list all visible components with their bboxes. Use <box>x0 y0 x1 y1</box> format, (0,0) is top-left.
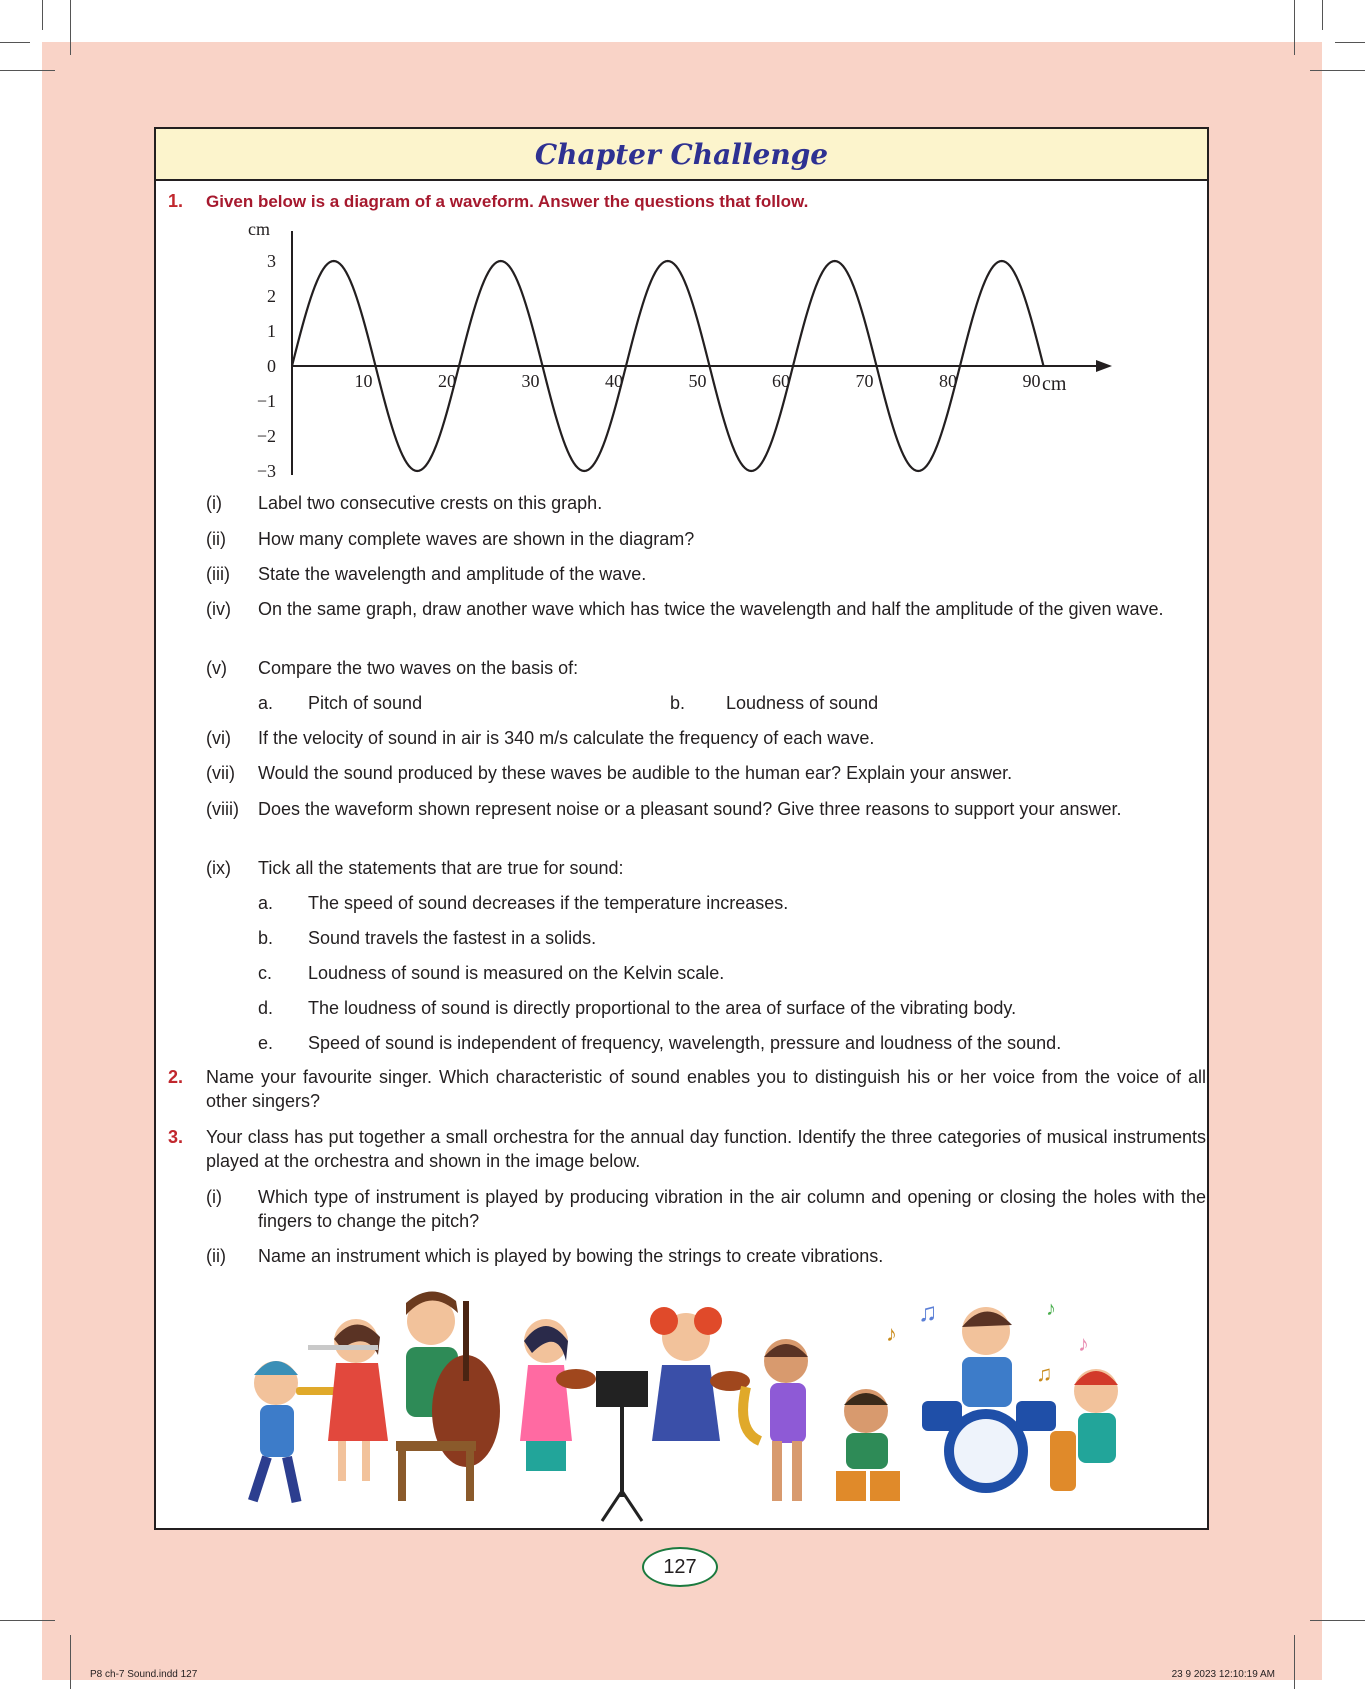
crop-mark <box>70 1635 71 1689</box>
child-violin-2 <box>650 1307 750 1441</box>
svg-text:♫: ♫ <box>918 1298 938 1327</box>
crop-mark <box>42 0 43 30</box>
crop-mark <box>1310 70 1365 71</box>
title-bar <box>156 129 1207 181</box>
y-tick-label: −1 <box>256 391 276 411</box>
questions: 1. Given below is a diagram of a waveform. Answer the questions that follow. cm 3 2 1 0 −1 −2 −3 10 20 30 40 50 60 70 80 90 cm (i) Label two consecutive crests on this graph. (ii) How many complete waves are shown in the diagram? (iii) State the wavelength and amplitude of the wave. (iv) On the same graph, draw another wave which has twice the wavelength and half the amplitude of the given wave. (v) Compare the two waves on the basis of: a. Pitch of sound b. Loudness of sound (vi) If the velocity of sound in air is 340 m/s calculate the frequency of each wave. (vii) Would the sound produced by these waves be audible to the human ear? Explain your answer. (viii) Does the waveform shown represent noise or a pleasant sound? Give three reasons to support your answer. (ix) Tick all the statements that are true for sound: a. The speed of sound decreases if the temperature increases. b. Sound travels the fastest in a solids. c. Loudness of sound is measured on the Kelvin scale. d. The loudness of sound is directly proportional to the area of surface of the vibrating body. e. Speed of sound is independent of frequency, wavelength, pressure and loudness of the sound. 2. Name your favourite singer. Which characteristic of sound enables you to distinguish his or her voice from the voice of all other singers? 3. Your class has put together a small orchestra for the annual day function. Identify the three categories of musical instruments played at the orchestra and shown in the image below. (i) Which type of instrument is played by producing vibration in the air column and opening or closing the holes with the fingers to change the pitch? (ii) Name an instrument which is played by bowing the strings to create vibrations. ♪ ♫ ♪ ♪ ♫ <box>156 181 1207 1528</box>
child-violin-1 <box>520 1319 596 1471</box>
music-stand <box>596 1371 648 1521</box>
child-drums <box>922 1307 1056 1493</box>
q1-ix-option-d: d. The loudness of sound is directly proportional to the area of surface of the vibrating body. <box>258 998 1017 1018</box>
crop-mark <box>1335 42 1365 43</box>
crop-mark <box>70 0 71 55</box>
y-tick-label: 0 <box>267 356 276 376</box>
x-tick-label: 80 <box>939 371 957 391</box>
x-tick-label: 90 <box>1022 371 1041 391</box>
crop-mark <box>1310 1620 1365 1621</box>
y-tick-label: −3 <box>256 461 276 481</box>
q1-part-viii: (viii) Does the waveform shown represent noise or a pleasant sound? Give three reasons to support your answer. <box>206 799 1122 819</box>
child-flute <box>308 1319 388 1481</box>
waveform-chart <box>216 213 1116 483</box>
y-tick-label: 1 <box>267 321 276 341</box>
x-tick-label: 50 <box>688 371 707 391</box>
crop-mark <box>1322 0 1323 30</box>
question-2-number: 2. <box>168 1067 184 1087</box>
question-1-number: 1. <box>168 191 184 211</box>
question-3-number: 3. <box>168 1127 184 1147</box>
q1-v-option-a: a. Pitch of sound <box>258 693 423 713</box>
crop-mark <box>0 70 55 71</box>
x-tick-label: 10 <box>354 371 373 391</box>
crop-mark <box>1294 0 1295 55</box>
child-saxophone <box>743 1339 808 1501</box>
child-bongos <box>836 1389 900 1501</box>
q1-ix-option-a: a. The speed of sound decreases if the temperature increases. <box>258 893 789 913</box>
q1-ix-option-e: e. Speed of sound is independent of frequency, wavelength, pressure and loudness of the sound. <box>258 1033 1062 1053</box>
x-tick-label: 60 <box>772 371 790 391</box>
orchestra-illustration <box>246 1291 1126 1531</box>
y-axis-label: cm <box>248 219 270 239</box>
question-1-text: Given below is a diagram of a waveform. Answer the questions that follow. <box>206 192 809 211</box>
y-tick-label: 2 <box>267 286 276 306</box>
page-number: 127 <box>642 1547 718 1587</box>
x-tick-label: 20 <box>438 371 456 391</box>
slug-filename: P8 ch-7 Sound.indd 127 <box>90 1669 198 1680</box>
svg-text:♪: ♪ <box>886 1321 897 1346</box>
child-congas <box>1050 1369 1118 1491</box>
y-tick-label: 3 <box>267 251 276 271</box>
q1-ix-option-c: c. Loudness of sound is measured on the Kelvin scale. <box>258 963 725 983</box>
q1-v-option-b: b. Loudness of sound <box>670 693 879 713</box>
q1-part-iv: (iv) On the same graph, draw another wave which has twice the wavelength and half the amplitude of the given wave. <box>206 599 1164 619</box>
x-axis-arrow <box>1096 360 1112 372</box>
crop-mark <box>0 42 30 43</box>
x-tick-label: 40 <box>605 371 623 391</box>
svg-text:♫: ♫ <box>1036 1361 1053 1386</box>
y-tick-label: −2 <box>256 426 276 446</box>
svg-text:♪: ♪ <box>1078 1331 1089 1356</box>
page-title: Chapter Challenge <box>534 137 829 171</box>
x-tick-label: 30 <box>521 371 540 391</box>
slug-timestamp: 23 9 2023 12:10:19 AM <box>1171 1669 1275 1680</box>
q1-ix-option-b: b. Sound travels the fastest in a solids. <box>258 928 597 948</box>
child-cello <box>396 1291 500 1501</box>
x-tick-label: 70 <box>855 371 874 391</box>
crop-mark <box>0 1620 55 1621</box>
chapter-challenge-panel <box>154 127 1209 1530</box>
x-axis-label: cm <box>1042 373 1067 395</box>
crop-mark <box>1294 1635 1295 1689</box>
svg-text:♪: ♪ <box>1046 1298 1056 1320</box>
